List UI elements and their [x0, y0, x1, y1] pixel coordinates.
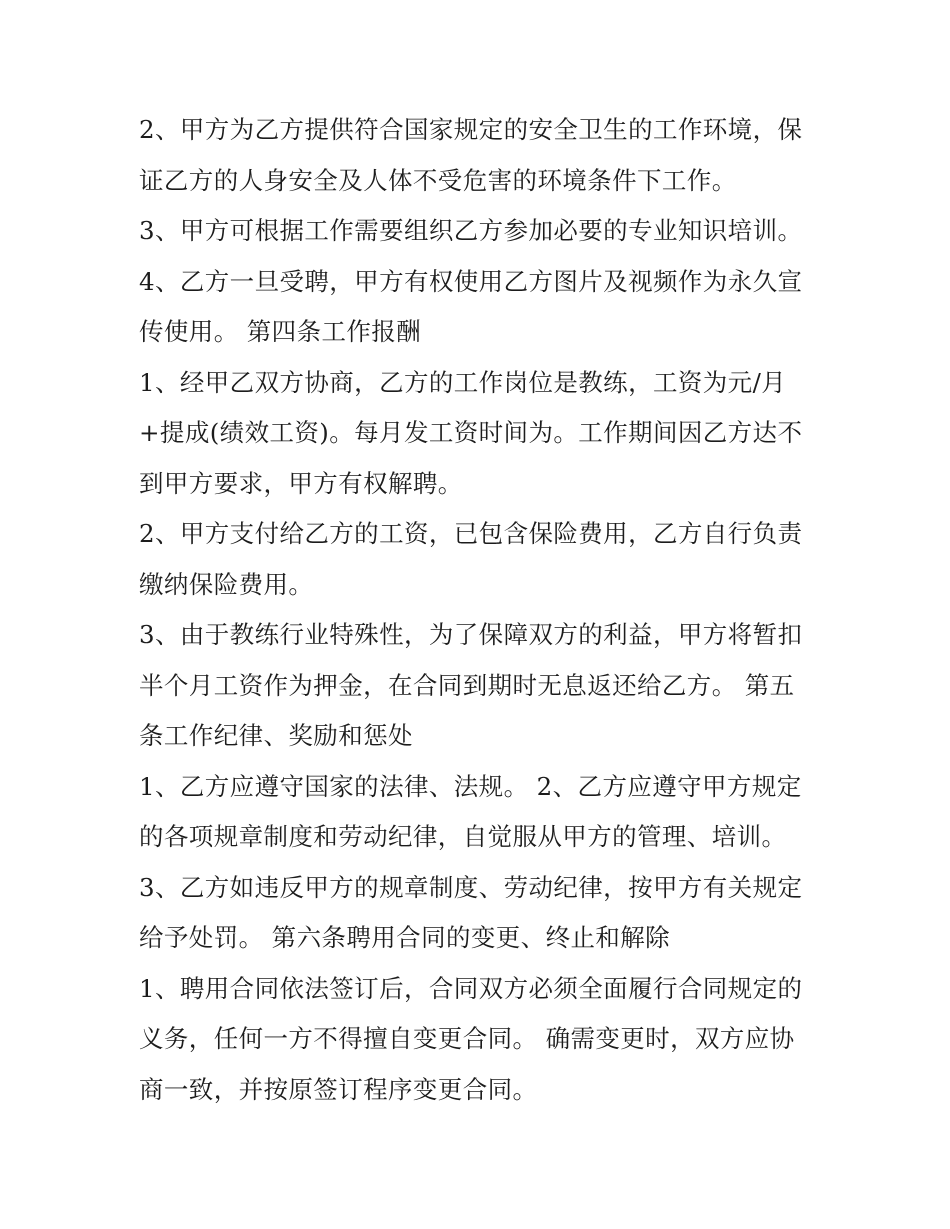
text-line: 的各项规章制度和劳动纪律，自觉服从甲方的管理、培训。 [139, 822, 787, 851]
text-line: 2、甲方为乙方提供符合国家规定的安全卫生的工作环境，保 [139, 115, 803, 144]
text-line: 3、由于教练行业特殊性，为了保障双方的利益，甲方将暂扣 [139, 620, 803, 649]
text-line: 传使用。 第四条工作报酬 [139, 317, 422, 346]
text-line: 1、经甲乙双方协商，乙方的工作岗位是教练，工资为元/月 [139, 367, 787, 397]
text-line: 半个月工资作为押金，在合同到期时无息返还给乙方。 第五 [139, 670, 795, 700]
text-line: 条工作纪律、奖励和惩处 [139, 721, 413, 750]
text-line: 商一致，并按原签订程序变更合同。 [139, 1074, 538, 1104]
text-line: 缴纳保险费用。 [139, 569, 314, 599]
document-body [139, 105, 811, 1115]
text-line: 1、乙方应遵守国家的法律、法规。 2、乙方应遵守甲方规定 [139, 771, 802, 801]
text-line: 3、甲方可根据工作需要组织乙方参加必要的专业知识培训。 [139, 216, 803, 245]
text-line: 证乙方的人身安全及人体不受危害的环境条件下工作。 [139, 165, 737, 195]
text-line: 到甲方要求，甲方有权解聘。 [139, 468, 463, 498]
text-line: 3、乙方如违反甲方的规章制度、劳动纪律，按甲方有关规定 [139, 872, 803, 902]
text-line: 义务，任何一方不得擅自变更合同。 确需变更时，双方应协 [139, 1024, 795, 1053]
text-line: +提成(绩效工资)。每月发工资时间为。工作期间因乙方达不 [139, 418, 803, 447]
text-line: 给予处罚。 第六条聘用合同的变更、终止和解除 [139, 923, 671, 952]
text-line: 1、聘用合同依法签订后，合同双方必须全面履行合同规定的 [139, 973, 803, 1003]
text-line: 2、甲方支付给乙方的工资，已包含保险费用，乙方自行负责 [139, 519, 803, 548]
text-line: 4、乙方一旦受聘，甲方有权使用乙方图片及视频作为永久宣 [139, 266, 803, 296]
